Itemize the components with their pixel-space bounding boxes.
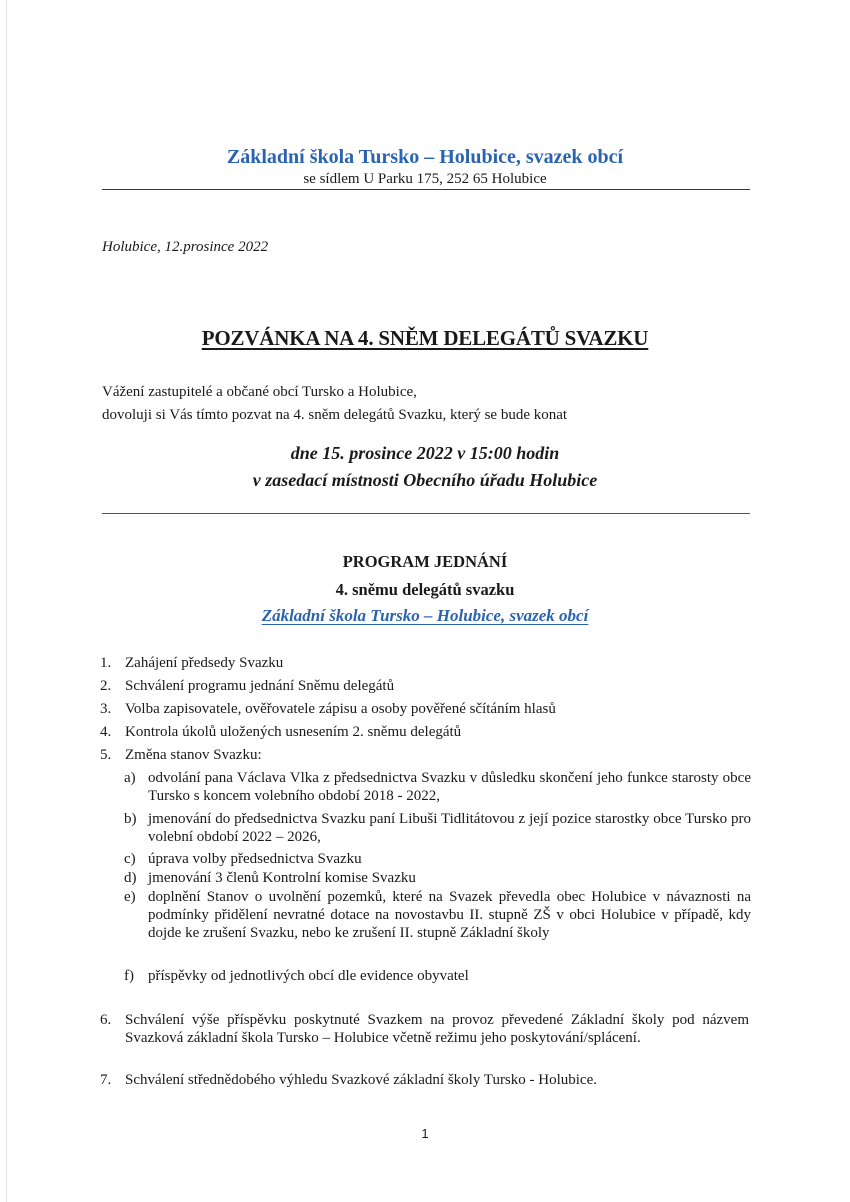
agenda-text: Schválení výše příspěvku poskytnuté Svazkem na provoz převedené Základní školy pod názvem Svazková základní škola Tursko – Holubice včetně režimu jeho poskytování/splácení. <box>125 1012 749 1046</box>
agenda-number: 5. <box>100 747 112 763</box>
sub-item-text: odvolání pana Václava Vlka z předsednictva Svazku v důsledku skončení jeho funkce starosty obce Tursko s koncem volebního období 2018 - 2022, <box>148 770 751 804</box>
letterhead-address: se sídlem U Parku 175, 252 65 Holubice <box>303 171 547 187</box>
agenda-number: 4. <box>100 724 112 740</box>
agenda-number: 6. <box>100 1012 112 1028</box>
sub-item-text: jmenování 3 členů Kontrolní komise Svazku <box>148 870 416 886</box>
agenda-text: Schválení programu jednání Sněmu delegátů <box>125 678 395 694</box>
letterhead-divider <box>102 189 750 190</box>
sub-item-letter: b) <box>124 811 137 827</box>
sub-item-letter: d) <box>124 870 137 886</box>
page-number: 1 <box>421 1126 429 1141</box>
sub-item-letter: a) <box>124 770 136 786</box>
sub-item-text: příspěvky od jednotlivých obcí dle evidence obyvatel <box>148 968 469 984</box>
section-divider <box>102 513 750 514</box>
sub-item-letter: e) <box>124 889 136 905</box>
letterhead-title: Základní škola Tursko – Holubice, svazek obcí <box>226 146 624 168</box>
sub-item-text: jmenování do předsednictva Svazku paní Libuši Tidlitátovou z její pozice starostky obce Tursko pro volební období 2022 – 2026, <box>148 811 751 845</box>
program-heading: PROGRAM JEDNÁNÍ <box>342 552 508 571</box>
sub-item-text: úprava volby předsednictva Svazku <box>148 851 362 867</box>
event-date: dne 15. prosince 2022 v 15:00 hodin <box>290 443 560 463</box>
invitation-line: dovoluji si Vás tímto pozvat na 4. sněm delegátů Svazku, který se bude konat <box>102 407 568 423</box>
greeting-line: Vážení zastupitelé a občané obcí Tursko a Holubice, <box>102 384 417 400</box>
program-organization: Základní škola Tursko – Holubice, svazek obcí <box>261 606 589 625</box>
agenda-text: Kontrola úkolů uložených usnesením 2. sněmu delegátů <box>125 724 462 740</box>
sub-item-letter: c) <box>124 851 136 867</box>
agenda-number: 2. <box>100 678 112 694</box>
sub-item-letter: f) <box>124 968 134 984</box>
agenda-text: Změna stanov Svazku: <box>125 747 262 763</box>
sub-item-text: doplnění Stanov o uvolnění pozemků, které na Svazek převedla obec Holubice v návaznosti na podmínky přidělení nevratné dotace na novostavbu II. stupně ZŠ v obci Holubice v případě, kdy dojde ke zrušení Svazku, nebo ke zrušení II. stupně Základní školy <box>148 889 751 941</box>
agenda-number: 3. <box>100 701 112 717</box>
agenda-number: 1. <box>100 655 112 671</box>
date-line: Holubice, 12.prosince 2022 <box>102 239 269 255</box>
agenda-number: 7. <box>100 1072 112 1088</box>
invitation-title: POZVÁNKA NA 4. SNĚM DELEGÁTŮ SVAZKU <box>201 326 649 350</box>
agenda-text: Schválení střednědobého výhledu Svazkové základní školy Tursko - Holubice. <box>125 1072 598 1088</box>
agenda-text: Zahájení předsedy Svazku <box>125 655 284 671</box>
program-subheading: 4. sněmu delegátů svazku <box>335 580 515 599</box>
agenda-text: Volba zapisovatele, ověřovatele zápisu a osoby pověřené sčítáním hlasů <box>125 701 556 717</box>
event-place: v zasedací místnosti Obecního úřadu Holubice <box>252 470 598 490</box>
